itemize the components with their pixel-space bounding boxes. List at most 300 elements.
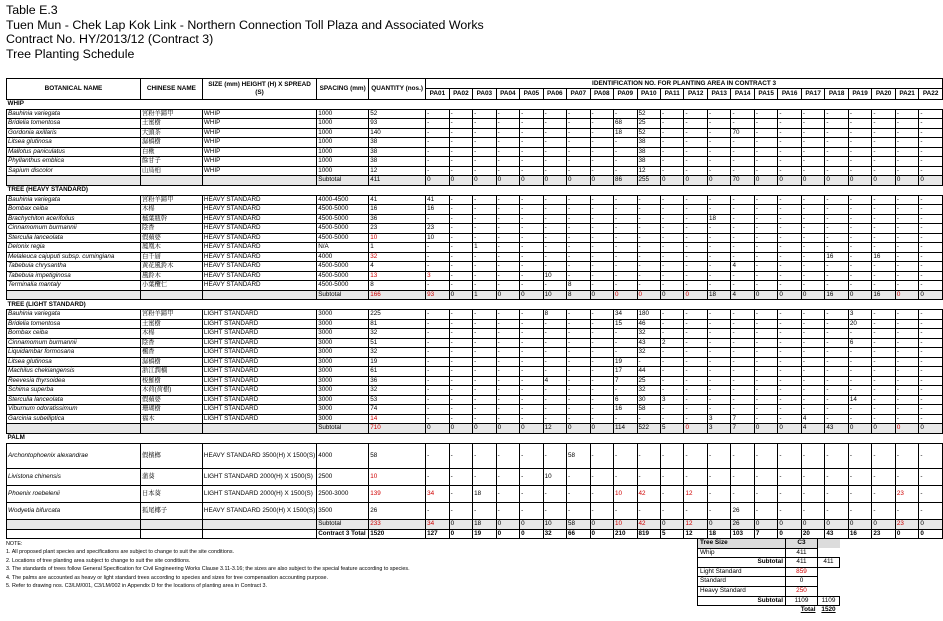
table-row — [7, 414, 943, 424]
pa-value: - — [684, 503, 707, 520]
pa-value: - — [731, 281, 754, 291]
subtotal-blank — [7, 290, 141, 300]
pa-value: - — [590, 386, 613, 396]
pa-value: - — [496, 109, 519, 119]
size-spec: LIGHT STANDARD — [202, 338, 316, 348]
pa-value: 25 — [637, 376, 660, 386]
pa-value: 23 — [895, 486, 918, 503]
pa-value: - — [848, 486, 871, 503]
spacing: 4000 — [317, 443, 369, 469]
subtotal-pa-value: 0 — [919, 290, 943, 300]
pa-value: - — [614, 109, 637, 119]
pa-value: - — [473, 338, 496, 348]
pa-value: - — [660, 486, 683, 503]
table-row — [7, 486, 943, 503]
pa-value: - — [731, 469, 754, 486]
pa-value: - — [449, 357, 472, 367]
subtotal-pa-value: 0 — [707, 520, 730, 530]
pa-value: - — [614, 443, 637, 469]
pa-value: - — [637, 443, 660, 469]
pa-value: - — [590, 310, 613, 320]
pa-value: 46 — [637, 319, 660, 329]
pa-value: - — [801, 469, 824, 486]
spacing: 3000 — [317, 338, 369, 348]
pa-value: - — [848, 469, 871, 486]
pa-value: - — [543, 281, 566, 291]
pa-value: - — [684, 414, 707, 424]
pa-value: - — [848, 128, 871, 138]
light-standard-label: Light Standard — [698, 567, 786, 577]
pa-value: - — [848, 195, 871, 205]
pa-value: - — [660, 157, 683, 167]
pa-value: 41 — [426, 195, 449, 205]
pa-value: 30 — [637, 395, 660, 405]
pa-value: - — [449, 395, 472, 405]
chinese-name: 梭羅樹 — [140, 376, 202, 386]
contract-total-pa-value: 0 — [520, 529, 543, 539]
pa-value: - — [825, 271, 848, 281]
pa-value: - — [449, 329, 472, 339]
subtotal-pa-value: 0 — [848, 176, 871, 186]
chinese-name: 小葉欖仁 — [140, 281, 202, 291]
pa-value: - — [895, 414, 918, 424]
subtotal-pa-value: 0 — [825, 176, 848, 186]
heavy-sum-blank — [818, 586, 840, 596]
pa-value: - — [567, 109, 590, 119]
botanical-name: Mallotus paniculatus — [7, 147, 141, 157]
spacing: 4500-5000 — [317, 262, 369, 272]
pa-value: - — [801, 214, 824, 224]
pa-value: 15 — [614, 319, 637, 329]
pa-value: - — [567, 357, 590, 367]
table-row — [7, 147, 943, 157]
spacing: 4500-5000 — [317, 205, 369, 215]
pa-value: - — [660, 224, 683, 234]
subtotal-pa-value: 0 — [919, 520, 943, 530]
pa-value: - — [567, 157, 590, 167]
table-row — [7, 376, 943, 386]
subtotal-blank — [202, 176, 316, 186]
col-pa04: PA04 — [496, 88, 519, 99]
note-3: 3. The standards of trees follow General Specification for Civil Engineering Works Clause 3.11-3.16; the sizes are also subject to the special feature according to species. — [6, 566, 410, 573]
pa-value: - — [778, 195, 801, 205]
quantity: 61 — [369, 367, 426, 377]
subtotal-pa-value: 0 — [520, 424, 543, 434]
pa-value: - — [707, 252, 730, 262]
pa-value: - — [778, 443, 801, 469]
pa-value: - — [825, 386, 848, 396]
pa-value: - — [919, 319, 943, 329]
subtotal-pa-value: 0 — [895, 290, 918, 300]
chinese-name: 木荷(荷樹) — [140, 386, 202, 396]
pa-value: - — [848, 503, 871, 520]
col-pa12: PA12 — [684, 88, 707, 99]
pa-value: - — [707, 367, 730, 377]
pa-value: - — [496, 503, 519, 520]
pa-value: - — [801, 376, 824, 386]
pa-value: - — [848, 147, 871, 157]
pa-value: - — [707, 195, 730, 205]
pa-value: - — [520, 376, 543, 386]
pa-value: - — [496, 147, 519, 157]
subtotal-pa-value: 4 — [731, 290, 754, 300]
subtotal-pa-value: 18 — [473, 520, 496, 530]
pa-value: - — [801, 147, 824, 157]
spacing: 3000 — [317, 367, 369, 377]
spacing: 4500-5000 — [317, 224, 369, 234]
pa-value: - — [872, 262, 895, 272]
pa-value: - — [707, 503, 730, 520]
pa-value: - — [754, 469, 777, 486]
pa-value: - — [660, 147, 683, 157]
pa-value: - — [426, 405, 449, 415]
size-spec: LIGHT STANDARD — [202, 357, 316, 367]
chinese-name: 白千層 — [140, 252, 202, 262]
quantity: 52 — [369, 109, 426, 119]
pa-value: - — [754, 214, 777, 224]
contract-total-pa-value: 66 — [567, 529, 590, 539]
pa-value: - — [801, 329, 824, 339]
pa-value: - — [919, 348, 943, 358]
pa-value: - — [754, 271, 777, 281]
subtotal-pa-value: 10 — [614, 520, 637, 530]
botanical-name: Bridelia tomentosa — [7, 319, 141, 329]
pa-value: - — [543, 252, 566, 262]
subtotal-pa-value: 43 — [825, 424, 848, 434]
col-pa01: PA01 — [426, 88, 449, 99]
notes — [6, 540, 410, 590]
pa-value: - — [731, 157, 754, 167]
pa-value: - — [449, 503, 472, 520]
pa-value: - — [731, 395, 754, 405]
pa-value: - — [449, 109, 472, 119]
contract-total-pa-value: 18 — [707, 529, 730, 539]
subtotal-pa-value: 0 — [848, 520, 871, 530]
pa-value: - — [872, 310, 895, 320]
pa-value: - — [684, 224, 707, 234]
pa-value: - — [426, 469, 449, 486]
pa-value: - — [919, 386, 943, 396]
pa-value: - — [426, 281, 449, 291]
subtotal-pa-value: 0 — [801, 290, 824, 300]
pa-value: - — [754, 205, 777, 215]
pa-value: - — [520, 109, 543, 119]
pa-value: 52 — [637, 128, 660, 138]
pa-value: - — [848, 405, 871, 415]
pa-value: - — [543, 157, 566, 167]
pa-value: - — [449, 486, 472, 503]
pa-value: 23 — [426, 224, 449, 234]
table-row — [7, 138, 943, 148]
pa-value: - — [567, 243, 590, 253]
pa-value: - — [801, 109, 824, 119]
pa-value: 12 — [637, 166, 660, 176]
pa-value: - — [731, 233, 754, 243]
pa-value: - — [848, 252, 871, 262]
pa-value: - — [520, 486, 543, 503]
pa-value: - — [754, 233, 777, 243]
section-title: WHIP — [7, 99, 943, 109]
pa-value: - — [543, 357, 566, 367]
chinese-name: 山烏桕 — [140, 166, 202, 176]
pa-value: - — [754, 319, 777, 329]
pa-value: - — [684, 109, 707, 119]
total-blank — [7, 529, 141, 539]
subtotal-pa-value: 0 — [614, 290, 637, 300]
pa-value: - — [590, 405, 613, 415]
pa-value: - — [449, 319, 472, 329]
pa-value: - — [778, 119, 801, 129]
pa-value: - — [872, 469, 895, 486]
pa-value: - — [684, 348, 707, 358]
pa-value: - — [707, 205, 730, 215]
subtotal-pa-value: 0 — [473, 424, 496, 434]
pa-value: - — [520, 348, 543, 358]
pa-value: - — [426, 357, 449, 367]
pa-value: - — [801, 386, 824, 396]
col-quantity: QUANTITY (nos.) — [369, 79, 426, 100]
pa-value: - — [778, 338, 801, 348]
size-spec: LIGHT STANDARD — [202, 310, 316, 320]
pa-value: - — [707, 386, 730, 396]
pa-value: 38 — [637, 138, 660, 148]
size-spec: HEAVY STANDARD — [202, 271, 316, 281]
botanical-name: Bombax ceiba — [7, 205, 141, 215]
table-row — [7, 205, 943, 215]
pa-value: - — [731, 147, 754, 157]
pa-value: - — [614, 338, 637, 348]
contract-total-pa-value: 23 — [872, 529, 895, 539]
chinese-name: 楓香 — [140, 348, 202, 358]
spacing: 4500-5000 — [317, 214, 369, 224]
pa-value: - — [707, 138, 730, 148]
chinese-name: 鳳凰木 — [140, 243, 202, 253]
pa-value: - — [731, 195, 754, 205]
pa-value: - — [590, 376, 613, 386]
subtotal-pa-value: 86 — [614, 176, 637, 186]
pa-value: - — [590, 157, 613, 167]
pa-value: - — [637, 469, 660, 486]
pa-value: - — [473, 469, 496, 486]
quantity: 41 — [369, 195, 426, 205]
pa-value: - — [895, 281, 918, 291]
pa-value: - — [684, 310, 707, 320]
pa-value: - — [895, 503, 918, 520]
pa-value: - — [449, 281, 472, 291]
pa-value: - — [731, 224, 754, 234]
pa-value: - — [543, 262, 566, 272]
pa-value: - — [567, 119, 590, 129]
pa-value: - — [801, 503, 824, 520]
pa-value: - — [731, 310, 754, 320]
pa-value: - — [778, 214, 801, 224]
pa-value: - — [426, 166, 449, 176]
subtotal-pa-value: 0 — [825, 520, 848, 530]
pa-value: - — [590, 262, 613, 272]
pa-value: 18 — [707, 214, 730, 224]
size-spec: LIGHT STANDARD — [202, 319, 316, 329]
subtotal-pa-value: 0 — [637, 290, 660, 300]
pa-value: - — [872, 224, 895, 234]
chinese-name: 土蜜樹 — [140, 319, 202, 329]
pa-value: - — [707, 147, 730, 157]
quantity: 38 — [369, 138, 426, 148]
size-spec: WHIP — [202, 109, 316, 119]
pa-value: - — [426, 147, 449, 157]
pa-value: - — [496, 157, 519, 167]
spacing: 3000 — [317, 348, 369, 358]
pa-value: - — [496, 443, 519, 469]
pa-value: - — [449, 128, 472, 138]
pa-value: - — [754, 486, 777, 503]
contract-total-pa-value: 20 — [801, 529, 824, 539]
pa-value: - — [872, 367, 895, 377]
pa-value: - — [543, 147, 566, 157]
pa-value: - — [567, 386, 590, 396]
pa-value: - — [919, 195, 943, 205]
pa-value: - — [707, 486, 730, 503]
pa-value: - — [614, 224, 637, 234]
light-standard-value: 859 — [786, 567, 818, 577]
pa-value: - — [872, 348, 895, 358]
pa-value: - — [801, 128, 824, 138]
pa-value: - — [848, 119, 871, 129]
pa-value: - — [778, 348, 801, 358]
pa-value: - — [707, 128, 730, 138]
pa-value: - — [801, 367, 824, 377]
chinese-name: 木棉 — [140, 329, 202, 339]
botanical-name: Gordonia axillaris — [7, 128, 141, 138]
pa-value: - — [801, 166, 824, 176]
subtotal-pa-value: 58 — [567, 520, 590, 530]
pa-value: - — [520, 166, 543, 176]
subtotal-pa-value: 0 — [520, 290, 543, 300]
pa-value: - — [919, 443, 943, 469]
pa-value: - — [543, 243, 566, 253]
size-spec: WHIP — [202, 147, 316, 157]
pa-value: - — [872, 486, 895, 503]
subtotal-row — [7, 520, 943, 530]
pa-value: - — [707, 224, 730, 234]
pa-value: - — [520, 310, 543, 320]
pa-value: - — [754, 252, 777, 262]
pa-value: - — [567, 503, 590, 520]
pa-value: - — [520, 319, 543, 329]
pa-value: - — [473, 348, 496, 358]
pa-value: 1 — [473, 243, 496, 253]
pa-value: - — [919, 205, 943, 215]
pa-value: - — [825, 376, 848, 386]
quantity: 38 — [369, 147, 426, 157]
col-pa08: PA08 — [590, 88, 613, 99]
table-row — [7, 405, 943, 415]
table-row — [7, 443, 943, 469]
pa-value: - — [801, 357, 824, 367]
pa-value: - — [919, 329, 943, 339]
botanical-name: Sterculia lanceolata — [7, 395, 141, 405]
total-blank — [698, 606, 786, 615]
pa-value: - — [660, 252, 683, 262]
pa-value: - — [449, 233, 472, 243]
pa-value: - — [778, 205, 801, 215]
pa-value: 34 — [426, 486, 449, 503]
size-spec: HEAVY STANDARD 3500(H) X 1500(S) — [202, 443, 316, 469]
pa-value: - — [660, 367, 683, 377]
pa-value: - — [919, 138, 943, 148]
pa-value: - — [473, 109, 496, 119]
size-spec: WHIP — [202, 119, 316, 129]
pa-value: - — [449, 469, 472, 486]
pa-value: - — [778, 243, 801, 253]
pa-value: - — [637, 262, 660, 272]
pa-value: - — [590, 147, 613, 157]
subtotal-pa-value: 16 — [872, 290, 895, 300]
pa-value: - — [778, 128, 801, 138]
pa-value: - — [895, 205, 918, 215]
chinese-name: 福木 — [140, 414, 202, 424]
pa-value: - — [614, 147, 637, 157]
pa-value: - — [707, 310, 730, 320]
quantity: 53 — [369, 395, 426, 405]
pa-value: - — [520, 138, 543, 148]
whip-sum-blank — [818, 548, 840, 558]
quantity: 8 — [369, 281, 426, 291]
subtotal-blank — [202, 424, 316, 434]
size-spec: HEAVY STANDARD 2500(H) X 1500(S) — [202, 503, 316, 520]
subtotal-quantity: 233 — [369, 520, 426, 530]
size-spec: LIGHT STANDARD 2000(H) X 1500(S) — [202, 486, 316, 503]
pa-value: - — [707, 329, 730, 339]
pa-value: - — [590, 319, 613, 329]
pa-value: - — [895, 109, 918, 119]
pa-value: - — [449, 376, 472, 386]
pa-value: - — [895, 195, 918, 205]
spacing: 3000 — [317, 329, 369, 339]
pa-value: - — [801, 157, 824, 167]
pa-value: - — [754, 157, 777, 167]
pa-value: - — [426, 252, 449, 262]
pa-value: - — [848, 386, 871, 396]
pa-value: - — [825, 469, 848, 486]
pa-value: - — [684, 166, 707, 176]
section-title: PALM — [7, 433, 943, 443]
botanical-name: Viburnum odoratissimum — [7, 405, 141, 415]
pa-value: - — [590, 281, 613, 291]
tree-size-table — [697, 538, 840, 615]
pa-value: - — [567, 414, 590, 424]
pa-value: 8 — [567, 281, 590, 291]
note-2: 2. Locations of tree planting area subject to change to suit the site conditions. — [6, 557, 191, 564]
quantity: 38 — [369, 157, 426, 167]
spacing: 4000 — [317, 252, 369, 262]
pa-value: - — [848, 281, 871, 291]
botanical-name: Delonix regia — [7, 243, 141, 253]
pa-value: 43 — [637, 338, 660, 348]
pa-value: - — [660, 503, 683, 520]
contract-total-pa-value: 103 — [731, 529, 754, 539]
size-spec: WHIP — [202, 157, 316, 167]
pa-value: - — [895, 262, 918, 272]
pa-value: - — [825, 205, 848, 215]
pa-value: - — [473, 233, 496, 243]
pa-value: - — [449, 310, 472, 320]
pa-value: 3 — [660, 395, 683, 405]
chinese-name: 槭葉瓶幹 — [140, 214, 202, 224]
pa-value: - — [496, 469, 519, 486]
pa-value: - — [637, 271, 660, 281]
subtotal-row — [7, 176, 943, 186]
pa-value: - — [637, 357, 660, 367]
